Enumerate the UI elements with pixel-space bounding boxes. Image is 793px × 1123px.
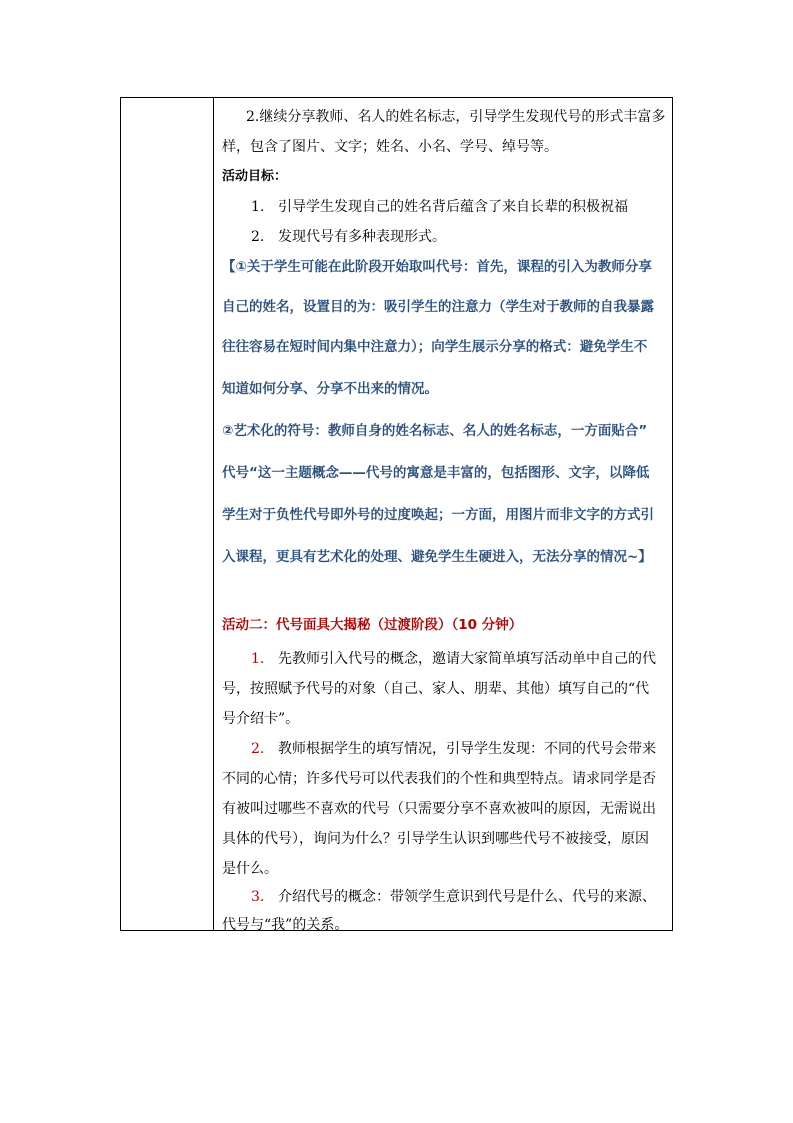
commentary-line: 自己的姓名，设置目的为：吸引学生的注意力（学生对于教师的自我暴露	[222, 299, 654, 315]
text-line: 号，按照赋予代号的对象（自己、家人、朋辈、其他）填写自己的“代	[222, 681, 650, 697]
goal-heading: 活动目标：	[222, 169, 288, 184]
goal-text: 引导学生发现自己的姓名背后蕴含了来自长辈的积极祝福	[278, 199, 628, 215]
step-number: 1.	[251, 651, 265, 667]
text-line: 2.继续分享教师、名人的姓名标志，引导学生发现代号的形式丰富多	[246, 109, 666, 125]
commentary-line: 入课程，更具有艺术化的处理、避免学生生硬进入，无法分享的情况~】	[222, 549, 652, 565]
commentary-line: 学生对于负性代号即外号的过度唤起；一方面，用图片而非文字的方式引	[222, 507, 654, 523]
step-number: 2.	[251, 741, 265, 757]
commentary-line: 【①关于学生可能在此阶段开始取叫代号：首先，课程的引入为教师分享	[222, 259, 652, 275]
text-line: 不同的心情；许多代号可以代表我们的个性和典型特点。请求同学是否	[222, 771, 656, 787]
text-line: 有被叫过哪些不喜欢的代号（只需要分享不喜欢被叫的原因，无需说出	[222, 801, 656, 817]
text-line: 是什么。	[222, 861, 278, 877]
text-line: 介绍代号的概念：带领学生意识到代号是什么、代号的来源、	[278, 889, 656, 905]
goal-number: 2.	[251, 229, 265, 245]
commentary-line: 代号“这一主题概念——代号的寓意是丰富的，包括图形、文字，以降低	[222, 465, 650, 481]
commentary-line: ②艺术化的符号：教师自身的姓名标志、名人的姓名标志，一方面贴合”	[222, 423, 648, 439]
goal-number: 1.	[251, 199, 265, 215]
step-number: 3.	[251, 889, 265, 905]
text-line: 样，包含了图片、文字；姓名、小名、学号、绰号等。	[222, 139, 558, 155]
text-line: 代号与“我”的关系。	[222, 917, 349, 933]
lesson-table	[120, 97, 673, 931]
commentary-line: 知道如何分享、分享不出来的情况。	[222, 381, 438, 397]
text-line: 号介绍卡”。	[222, 711, 300, 727]
column-divider	[213, 98, 214, 930]
text-line: 教师根据学生的填写情况，引导学生发现：不同的代号会带来	[278, 741, 656, 757]
activity-heading: 活动二：代号面具大揭秘（过渡阶段）（10 分钟）	[222, 617, 523, 633]
commentary-line: 往往容易在短时间内集中注意力）；向学生展示分享的格式：避免学生不	[222, 339, 648, 355]
text-line: 具体的代号），询问为什么？引导学生认识到哪些代号不被接受，原因	[222, 831, 649, 847]
goal-text: 发现代号有多种表现形式。	[278, 229, 446, 245]
text-line: 先教师引入代号的概念，邀请大家简单填写活动单中自己的代	[278, 651, 656, 667]
